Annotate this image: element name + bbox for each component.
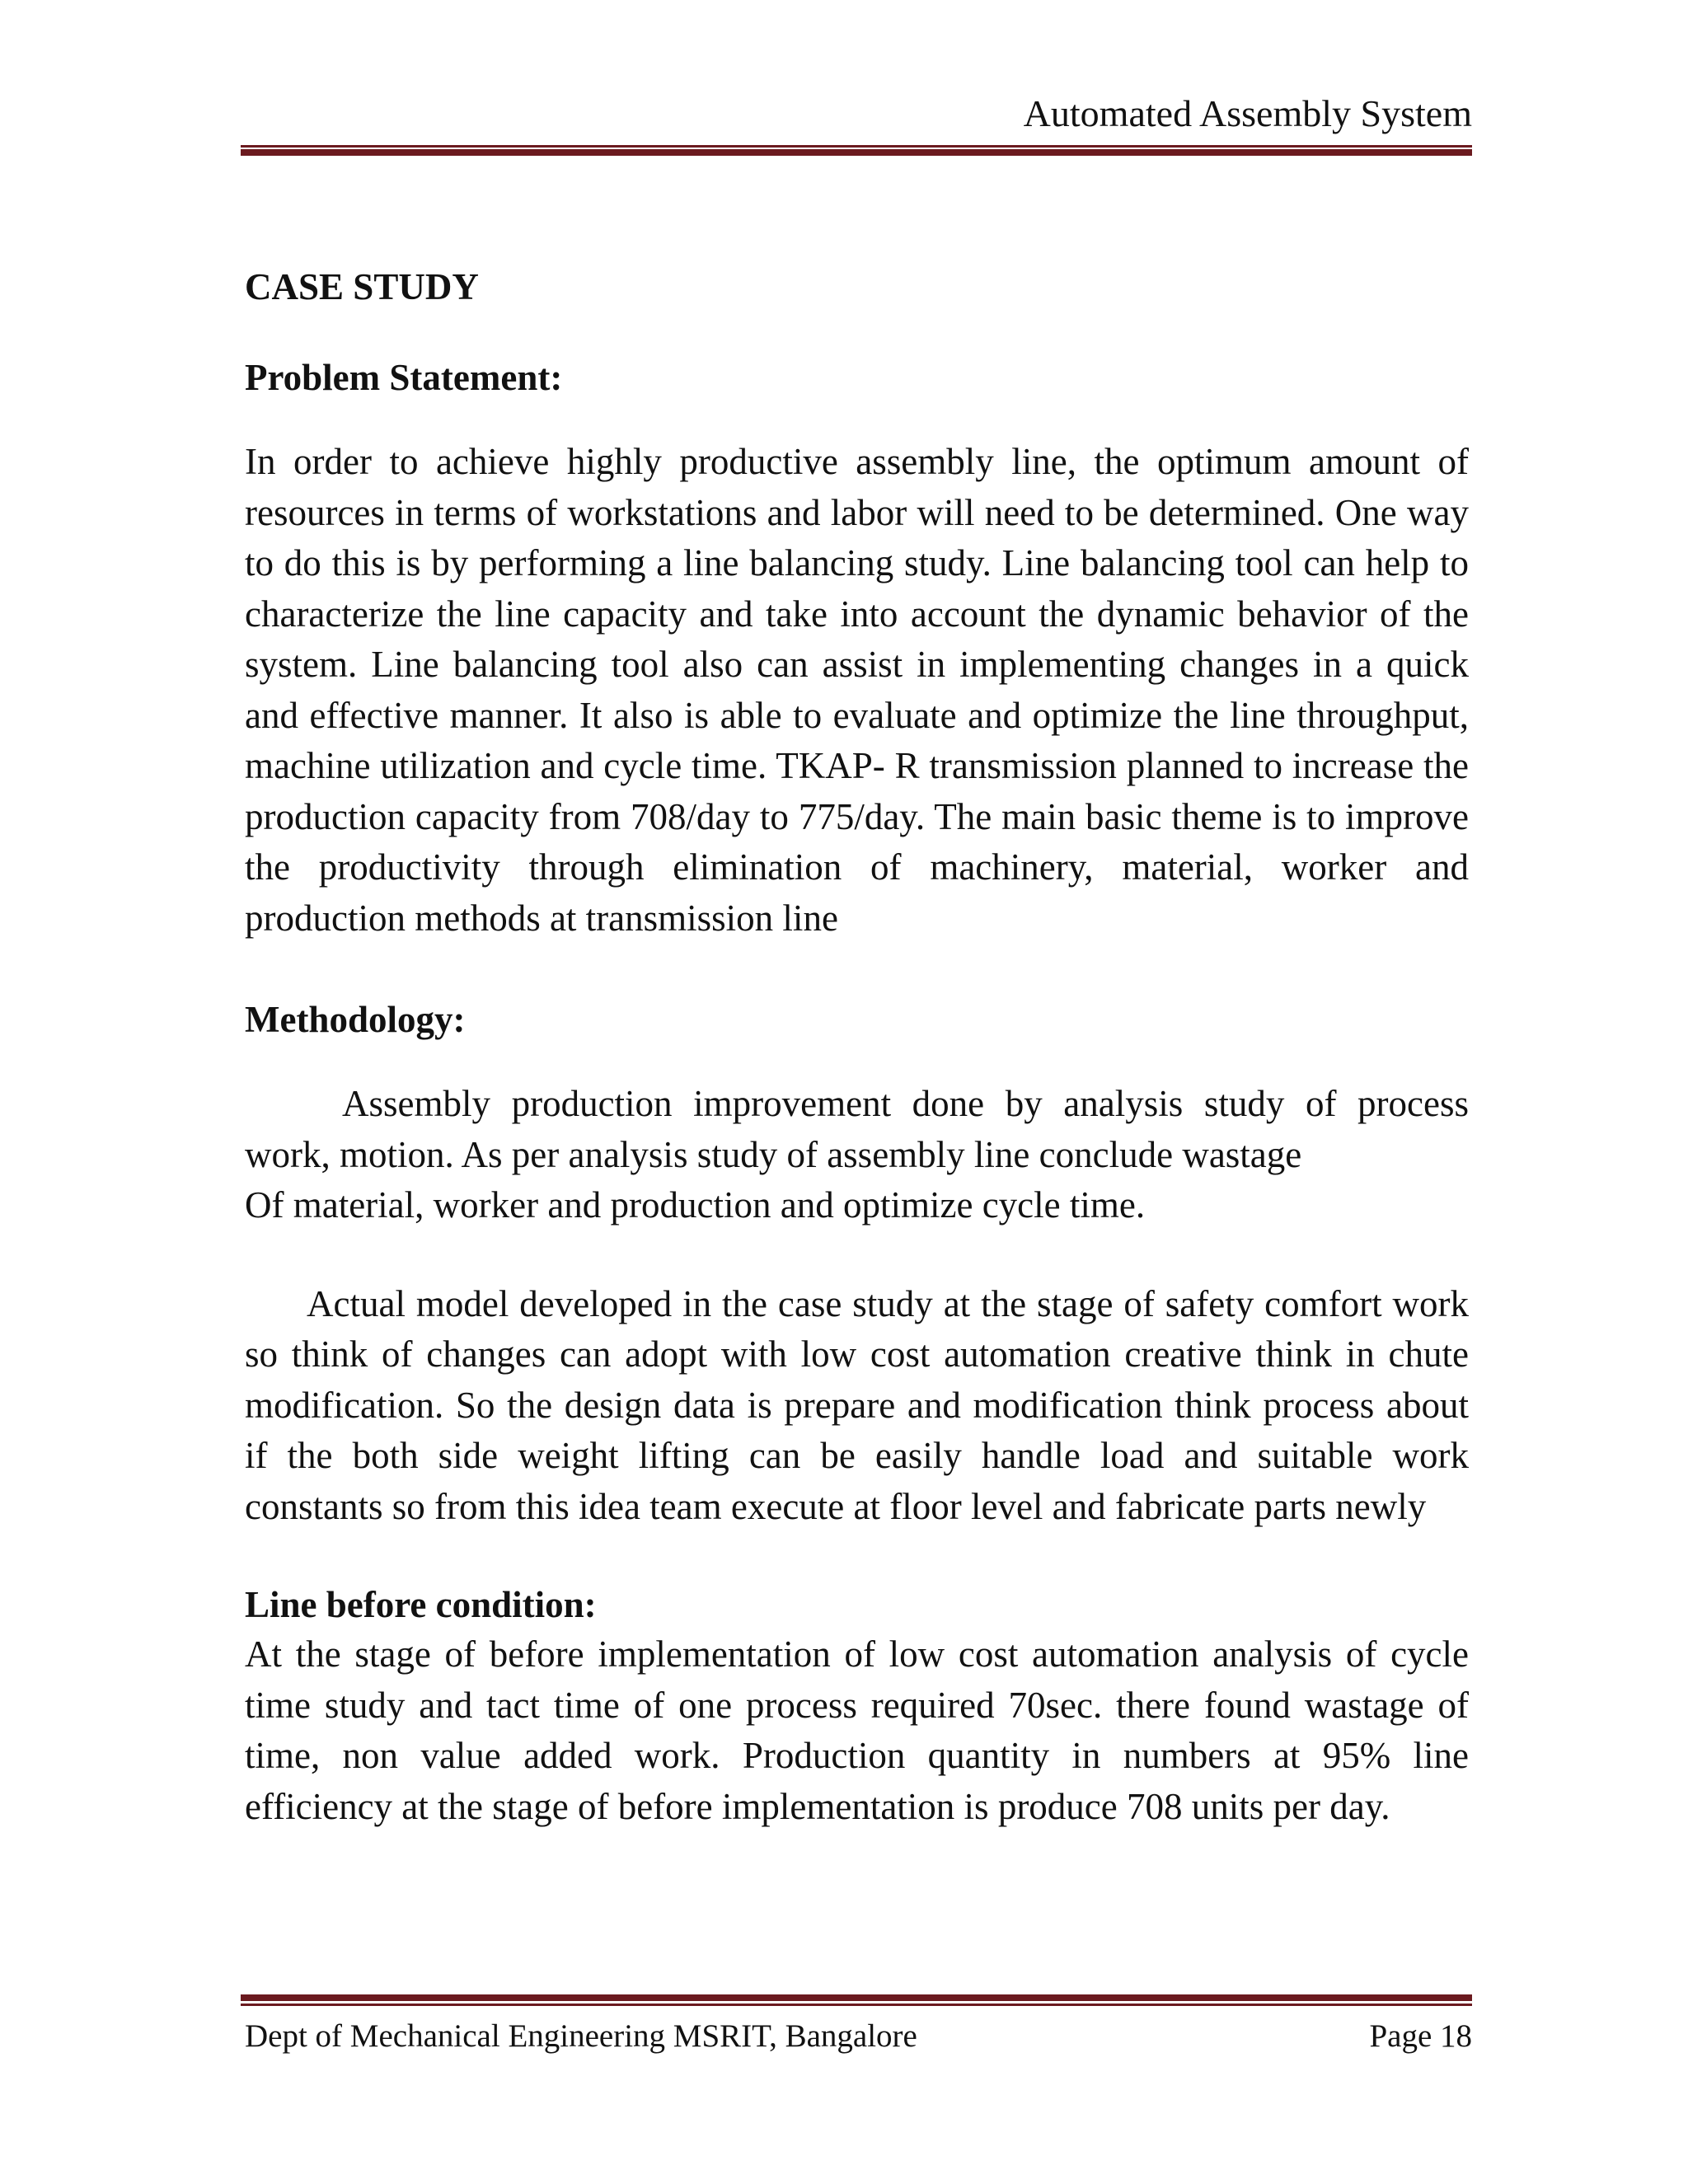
running-header-title: Automated Assembly System bbox=[1023, 92, 1472, 134]
methodology-paragraph bbox=[245, 1079, 1469, 1231]
case-study-title: CASE STUDY bbox=[245, 266, 479, 307]
footer-department: Dept of Mechanical Engineering MSRIT, Bangalore bbox=[245, 2018, 917, 2054]
methodology-paragraph-2: Actual model developed in the case study at the stage of safety comfort work so think of changes can adopt with low cost automation creative think in chute modification. So the design data is prepare and modification think process about if the both side weight lifting can be easily handle load and suitable work constants so from this idea team execute at floor level and fabricate parts newly bbox=[245, 1282, 1469, 1527]
line-before-body: At the stage of before implementation of low cost automation analysis of cycle time study and tact time of one process required 70sec. there found wastage of time, non value added work. Production quantity in numbers at 95% line efficiency at the stage of before implementation is produce 708 units per day. bbox=[245, 1633, 1469, 1827]
header-rule-thick bbox=[241, 149, 1472, 156]
line-before-heading: Line before condition: bbox=[245, 1584, 597, 1625]
problem-statement-heading: Problem Statement: bbox=[245, 357, 563, 398]
methodology-line: Of material, worker and production and optimize cycle time. bbox=[245, 1184, 1146, 1226]
methodology-line: work, motion. As per analysis study of assembly line conclude wastage bbox=[245, 1133, 1302, 1175]
methodology-line: Assembly production improvement done by analysis study of process bbox=[342, 1083, 1469, 1124]
footer-rule-thick bbox=[241, 1994, 1472, 2001]
page-number: Page 18 bbox=[1369, 2018, 1472, 2054]
methodology-heading: Methodology: bbox=[245, 999, 466, 1040]
problem-statement-body: In order to achieve highly productive assembly line, the optimum amount of resources in terms of workstations and labor will need to be determined. One way to do this is by performing a line balancing study. Line balancing tool can help to characterize the line capacity and take into account the dynamic behavior of the system. Line balancing tool also can assist in implementing changes in a quick and effective manner. It also is able to evaluate and optimize the line throughput, machine utilization and cycle time. TKAP- R transmission planned to increase the production capacity from 708/day to 775/day. The main basic theme is to improve the productivity through elimination of machinery, material, worker and production methods at transmission line bbox=[245, 441, 1469, 939]
header-rule-thin bbox=[241, 145, 1472, 148]
page-content bbox=[245, 262, 1469, 1832]
footer-rule-thin bbox=[241, 2004, 1472, 2006]
